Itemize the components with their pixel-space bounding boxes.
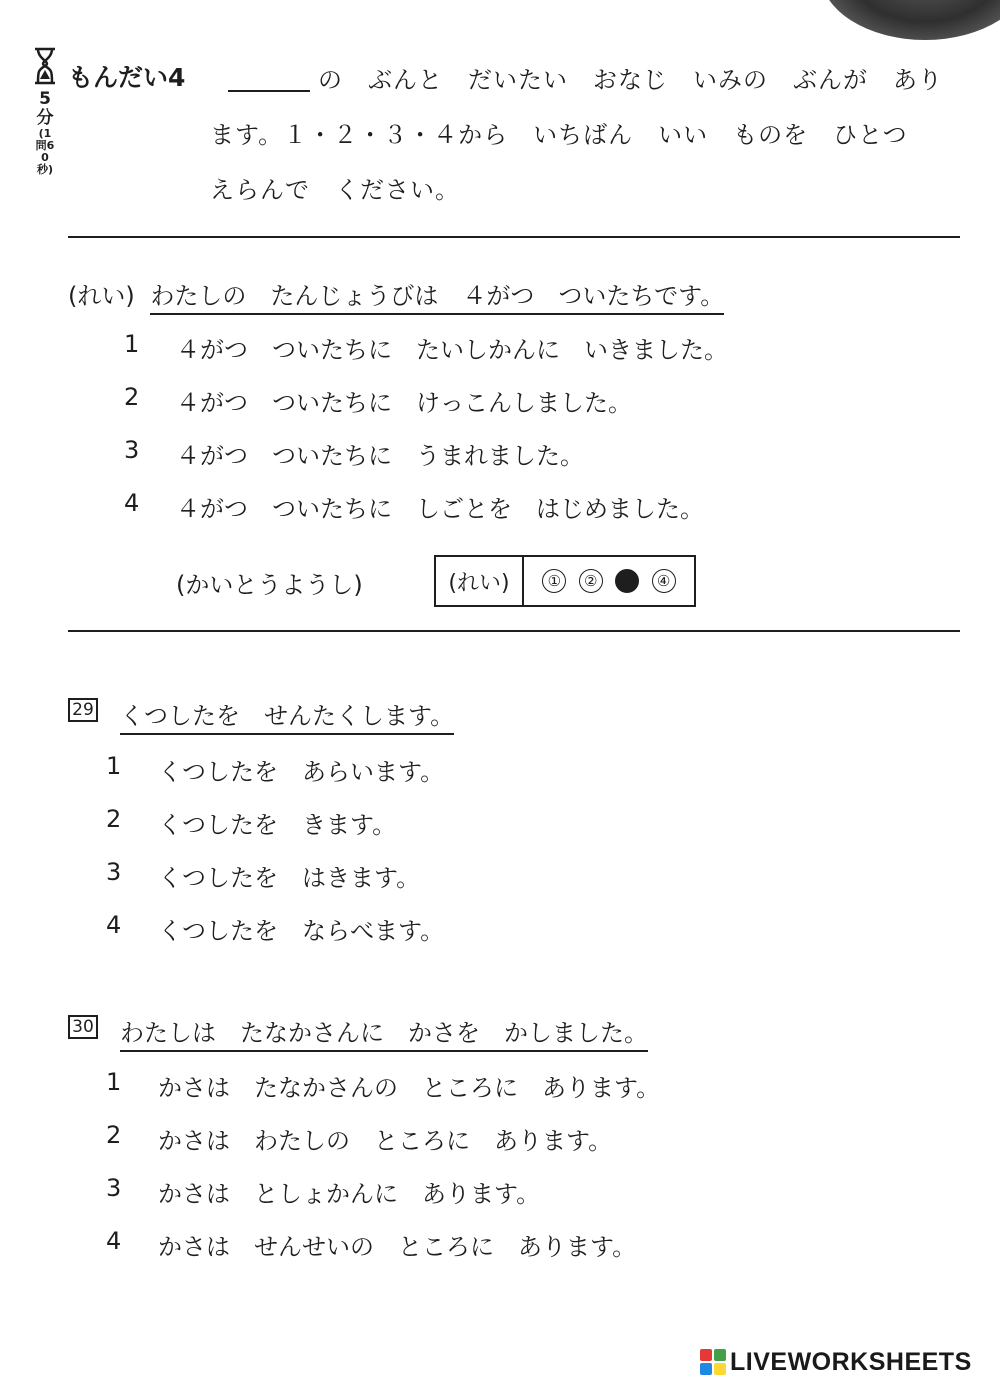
option-number: 4 xyxy=(106,911,122,939)
option-text[interactable]: かさは としょかんに あります。 xyxy=(158,1180,541,1208)
question-number-badge: 29 xyxy=(68,698,98,722)
scan-artifact xyxy=(820,0,1000,40)
answer-bubble-1: ① xyxy=(542,569,566,593)
liveworksheets-logo-icon xyxy=(700,1349,726,1375)
option-text[interactable]: くつしたを はきます。 xyxy=(158,864,421,892)
option-number: 3 xyxy=(106,1174,122,1202)
time-minutes: 5分 xyxy=(36,89,54,128)
option-number: 2 xyxy=(106,1121,122,1149)
example-sentence: わたしの たんじょうびは ４がつ ついたちです。 xyxy=(150,282,724,315)
hourglass-icon xyxy=(30,46,60,86)
answer-sheet-label: (かいとうようし) xyxy=(176,571,363,599)
watermark-text: LIVEWORKSHEETS xyxy=(730,1347,972,1376)
option-text[interactable]: くつしたを ならべます。 xyxy=(158,917,445,945)
time-limit xyxy=(34,90,56,176)
question-number-badge: 30 xyxy=(68,1015,98,1039)
answer-box-label: (れい) xyxy=(436,557,524,605)
question-sentence: わたしは たなかさんに かさを かしました。 xyxy=(120,1019,648,1052)
example-option-text: ４がつ ついたちに たいしかんに いきました。 xyxy=(176,336,728,364)
divider-bottom xyxy=(68,630,960,632)
instruction-line-3: えらんで ください。 xyxy=(210,176,460,204)
instruction-line-1: の ぶんと だいたい おなじ いみの ぶんが あり xyxy=(318,66,943,94)
answer-sheet-box xyxy=(434,555,696,607)
answer-bubble-3-filled: ● xyxy=(615,569,639,593)
liveworksheets-watermark[interactable] xyxy=(700,1348,972,1376)
example-label: (れい) xyxy=(68,282,135,310)
option-number: 3 xyxy=(106,858,122,886)
example-question xyxy=(68,276,724,311)
time-per-question: (1問60秒) xyxy=(35,127,55,176)
answer-bubble-2: ② xyxy=(579,569,603,593)
question-sentence: くつしたを せんたくします。 xyxy=(120,702,454,735)
example-option-text: ４がつ ついたちに けっこんしました。 xyxy=(176,389,632,417)
option-text[interactable]: かさは わたしの ところに あります。 xyxy=(158,1127,613,1155)
divider-top xyxy=(68,236,960,238)
example-option-text: ４がつ ついたちに うまれました。 xyxy=(176,442,584,470)
example-option-number: 2 xyxy=(124,383,140,411)
example-option-number: 4 xyxy=(124,489,140,517)
answer-bubble-4: ④ xyxy=(652,569,676,593)
question-30-sentence xyxy=(120,1013,648,1048)
option-number: 4 xyxy=(106,1227,122,1255)
section-title: もんだい4 xyxy=(68,63,186,92)
option-number: 1 xyxy=(106,1068,122,1096)
example-option-number: 3 xyxy=(124,436,140,464)
option-text[interactable]: くつしたを あらいます。 xyxy=(158,758,445,786)
example-option-text: ４がつ ついたちに しごとを はじめました。 xyxy=(176,495,704,523)
option-number: 1 xyxy=(106,752,122,780)
blank-underline xyxy=(228,90,310,92)
option-text[interactable]: かさは せんせいの ところに あります。 xyxy=(158,1233,637,1261)
option-number: 2 xyxy=(106,805,122,833)
question-29-sentence xyxy=(120,696,454,731)
example-option-number: 1 xyxy=(124,330,140,358)
option-text[interactable]: くつしたを きます。 xyxy=(158,811,397,839)
option-text[interactable]: かさは たなかさんの ところに あります。 xyxy=(158,1074,661,1102)
instruction-line-2: ます。１・２・３・４から いちばん いい ものを ひとつ xyxy=(210,121,908,149)
